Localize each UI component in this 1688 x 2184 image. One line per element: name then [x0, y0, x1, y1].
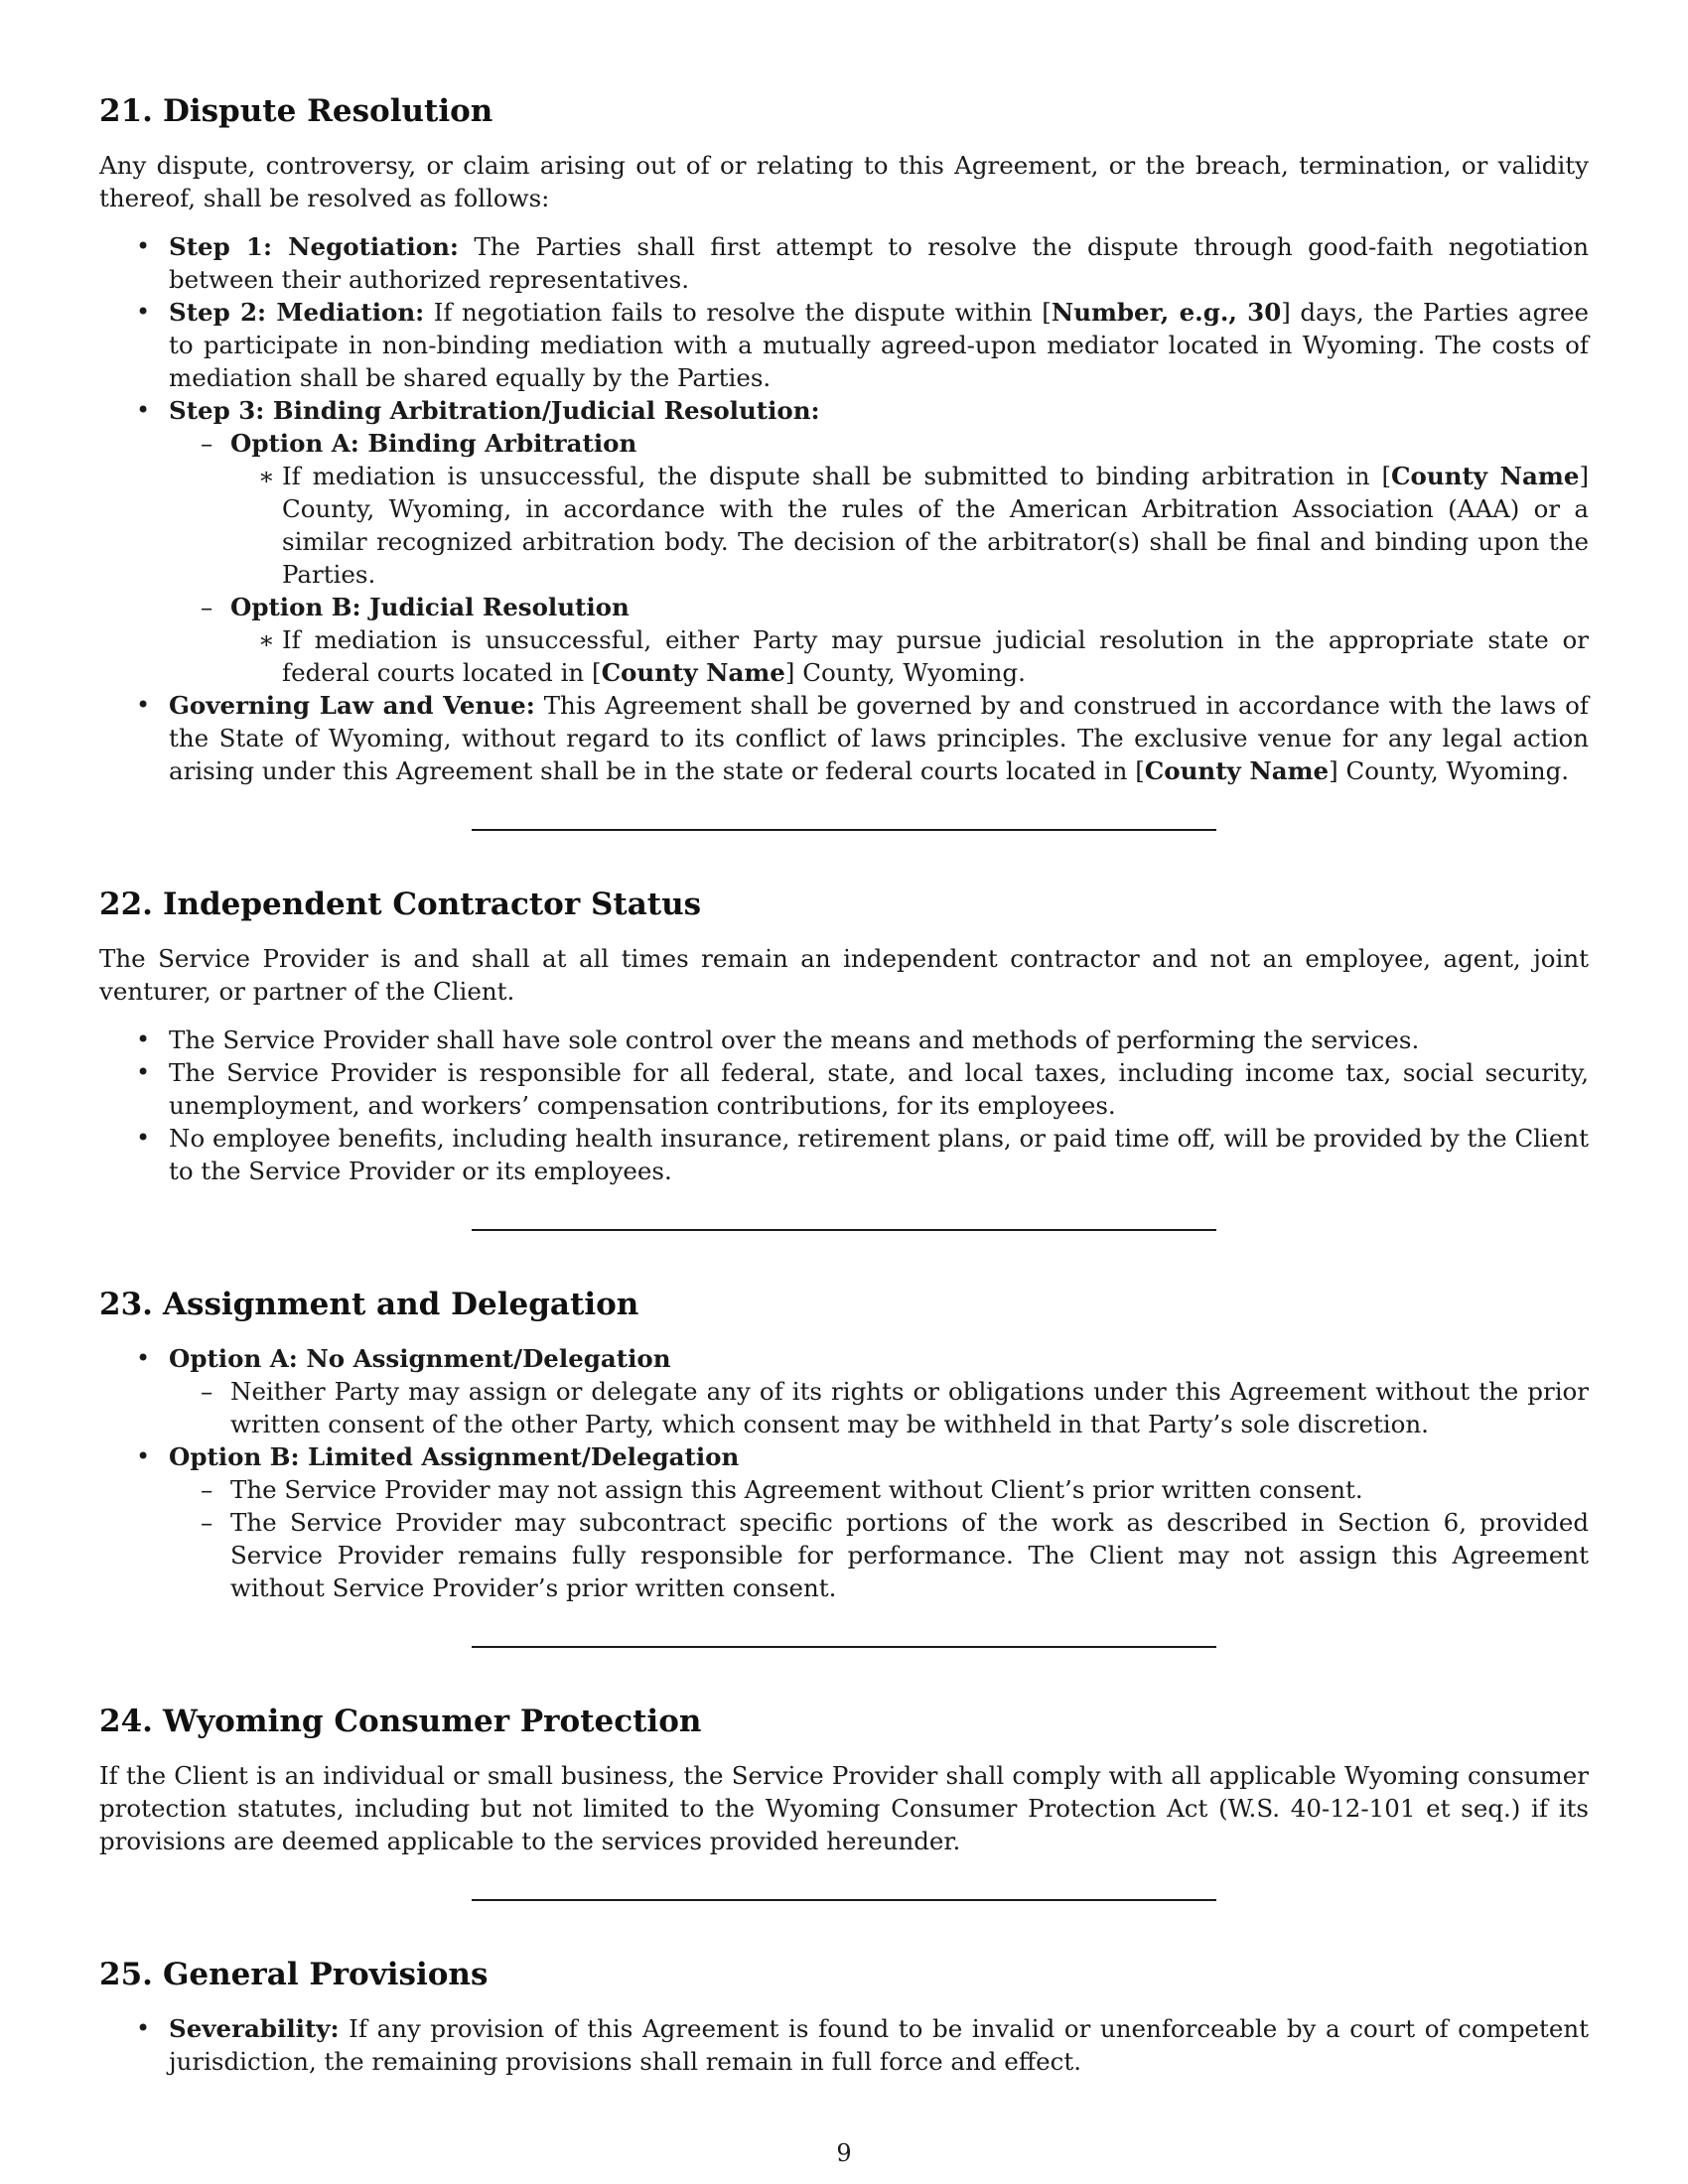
- section-25-title: General Provisions: [162, 1957, 489, 1992]
- option-b-text-b: ] County, Wyoming.: [784, 658, 1026, 687]
- section-21-dispute-resolution: [99, 91, 1589, 787]
- section-23-options: [99, 1342, 1589, 1604]
- step-2-text-b: ] days, the Parties agree to participate in non-binding mediation with a mutually agreed-upon mediator located in Wyoming. The costs of mediation shall be shared equally by the Parties.: [169, 298, 1589, 392]
- section-divider: [472, 1899, 1216, 1901]
- governing-law-text-a: This Agreement shall be governed by and construed in accordance with the laws of the State of Wyoming, without regard to its conflict of laws principles. The exclusive venue for any legal action arising under this Agreement shall be in the state or federal courts located in [: [169, 691, 1589, 785]
- step-1-label: Step 1: Negotiation:: [169, 232, 459, 261]
- step-3-label: Step 3: Binding Arbitration/Judicial Resolution:: [169, 396, 820, 425]
- section-22-list: [99, 1024, 1589, 1187]
- list-item: • The Service Provider shall have sole control over the means and methods of performing the services.: [99, 1024, 1589, 1056]
- section-24-number: 24.: [99, 1704, 153, 1739]
- section-21-heading: [99, 91, 1589, 131]
- section-23-title: Assignment and Delegation: [162, 1287, 639, 1322]
- section-23-number: 23.: [99, 1287, 153, 1322]
- governing-law-label: Governing Law and Venue:: [169, 691, 535, 720]
- option-a-details: [230, 460, 1589, 591]
- assignment-option-a: [99, 1342, 1589, 1440]
- severability-item: [99, 2012, 1589, 2078]
- section-divider: [472, 1646, 1216, 1648]
- option-a-text-b: ] County, Wyoming, in accordance with the rules of the American Arbitration Association (AAA) or a similar recognized arbitration body. The decision of the arbitrator(s) shall be final and binding upon the Parties.: [282, 462, 1589, 589]
- governing-law-text-b: ] County, Wyoming.: [1329, 756, 1570, 785]
- step-3-options: [169, 427, 1589, 689]
- governing-law-placeholder: County Name: [1144, 756, 1330, 785]
- option-b-label: Option B: Judicial Resolution: [230, 593, 630, 621]
- list-item: – The Service Provider may subcontract specific portions of the work as described in Section 6, provided Service Provider remains fully responsible for performance. The Client may not assign this Agreement without Service Provider’s prior written consent.: [169, 1506, 1589, 1604]
- list-item: • The Service Provider is responsible for all federal, state, and local taxes, including income tax, social security, unemployment, and workers’ compensation contributions, for its employees.: [99, 1056, 1589, 1122]
- step-3-item: [99, 394, 1589, 689]
- list-item: – The Service Provider may not assign this Agreement without Client’s prior written consent.: [169, 1473, 1589, 1506]
- option-a-item: [169, 427, 1589, 591]
- section-24-heading: [99, 1702, 1589, 1741]
- section-25-list: [99, 2012, 1589, 2078]
- assignment-option-b: [99, 1440, 1589, 1604]
- section-21-number: 21.: [99, 93, 153, 129]
- page-content: [99, 91, 1589, 2078]
- section-22-independent-contractor: [99, 885, 1589, 1187]
- list-item: – Neither Party may assign or delegate any of its rights or obligations under this Agreement without the prior written consent of the other Party, which consent may be withheld in that Party’s sole discretion.: [169, 1375, 1589, 1440]
- option-b-placeholder: County Name: [601, 658, 785, 687]
- section-24-text: If the Client is an individual or small business, the Service Provider shall comply with all applicable Wyoming consumer protection statutes, including but not limited to the Wyoming Consumer Protection Act (W.S. 40-12-101 et seq.) if its provisions are deemed applicable to the services provided hereunder.: [99, 1761, 1589, 1855]
- step-1-item: [99, 230, 1589, 296]
- section-21-intro: Any dispute, controversy, or claim arising out of or relating to this Agreement, or the breach, termination, or validity thereof, shall be resolved as follows:: [99, 151, 1589, 212]
- step-2-item: [99, 296, 1589, 394]
- step-2-text-a: If negotiation fails to resolve the dispute within [: [424, 298, 1052, 327]
- page-number: 9: [836, 2139, 852, 2167]
- section-22-number: 22.: [99, 887, 153, 922]
- option-a-text-a: If mediation is unsuccessful, the dispute shall be submitted to binding arbitration in [: [282, 462, 1392, 490]
- section-divider: [472, 1229, 1216, 1231]
- step-2-placeholder: Number, e.g., 30: [1051, 298, 1282, 327]
- option-b-details: [230, 623, 1589, 689]
- severability-label: Severability:: [169, 2014, 340, 2043]
- section-25-number: 25.: [99, 1957, 153, 1992]
- option-a-label: Option A: Binding Arbitration: [230, 429, 637, 458]
- section-22-heading: [99, 885, 1589, 924]
- section-25-heading: [99, 1955, 1589, 1994]
- step-1-text: The Parties shall first attempt to resolve the dispute through good-faith negotiation between their authorized representatives.: [169, 232, 1590, 294]
- section-23-assignment: [99, 1285, 1589, 1604]
- step-2-label: Step 2: Mediation:: [169, 298, 425, 327]
- governing-law-item: [99, 689, 1589, 787]
- assignment-option-a-label: Option A: No Assignment/Delegation: [169, 1344, 671, 1373]
- option-b-item: [169, 591, 1589, 689]
- section-25-general-provisions: [99, 1955, 1589, 2078]
- severability-text: If any provision of this Agreement is found to be invalid or unenforceable by a court of competent jurisdiction, the remaining provisions shall remain in full force and effect.: [169, 2014, 1589, 2076]
- section-24-consumer-protection: [99, 1702, 1589, 1857]
- section-divider: [472, 829, 1216, 831]
- assignment-option-b-label: Option B: Limited Assignment/Delegation: [169, 1442, 740, 1471]
- section-22-intro: The Service Provider is and shall at all times remain an independent contractor and not an employee, agent, joint venturer, or partner of the Client.: [99, 944, 1589, 1006]
- assignment-option-b-list: [169, 1473, 1589, 1604]
- option-b-detail: [230, 623, 1589, 689]
- section-23-heading: [99, 1285, 1589, 1324]
- section-21-title: Dispute Resolution: [162, 93, 493, 129]
- option-b-text-a: If mediation is unsuccessful, either Party may pursue judicial resolution in the appropriate state or federal courts located in [: [282, 625, 1589, 687]
- option-a-placeholder: County Name: [1391, 462, 1580, 490]
- section-22-title: Independent Contractor Status: [162, 887, 702, 922]
- list-item: • No employee benefits, including health insurance, retirement plans, or paid time off, will be provided by the Client to the Service Provider or its employees.: [99, 1122, 1589, 1187]
- section-24-title: Wyoming Consumer Protection: [162, 1704, 702, 1739]
- section-21-steps: [99, 230, 1589, 787]
- assignment-option-a-list: [169, 1375, 1589, 1440]
- option-a-detail: [230, 460, 1589, 591]
